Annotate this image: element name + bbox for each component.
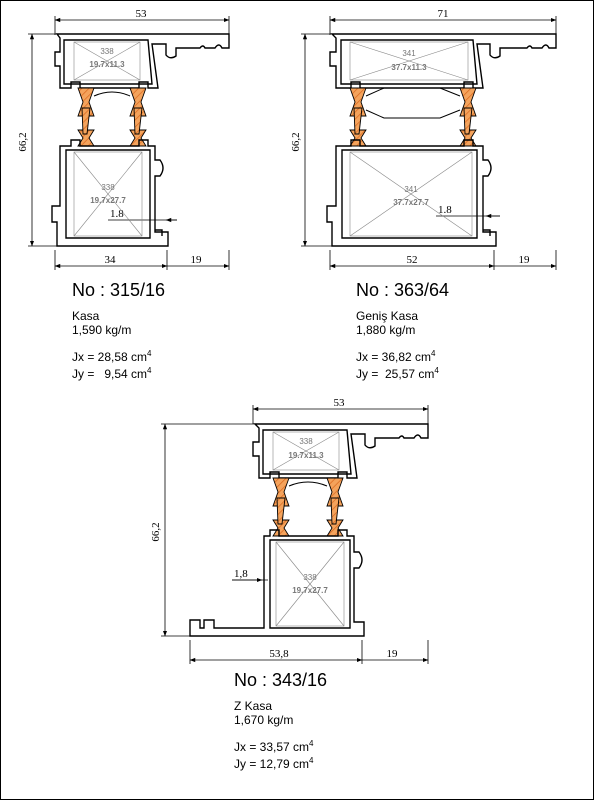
dim-bottom: 53,8: [269, 648, 289, 660]
top-cell-code: 338: [100, 47, 114, 56]
jy-exponent: 4: [309, 756, 314, 765]
top-cell-size: 37.7x11.3: [391, 63, 427, 72]
bottom-cell-code: 341: [404, 185, 418, 194]
dimension-lines: [301, 16, 556, 270]
moment-jy: [72, 364, 165, 381]
dim-wall: 1,8: [234, 568, 248, 580]
dim-side: 19: [190, 254, 202, 266]
bottom-chamber: [52, 140, 168, 246]
dim-width: 53: [135, 8, 147, 20]
profile-315-16: [17, 8, 229, 270]
dim-width: 71: [437, 8, 449, 20]
top-cell-size: 19.7x11.3: [288, 451, 324, 460]
dim-width: 53: [333, 397, 345, 409]
top-cell-code: 341: [402, 49, 416, 58]
profile-343-info: [234, 670, 327, 771]
jy-exponent: 4: [147, 366, 152, 375]
profile-name: Kasa: [72, 309, 100, 323]
dim-side: 19: [386, 648, 398, 660]
dim-height: 66,2: [17, 132, 29, 152]
profile-number: No : 363/64: [356, 280, 450, 300]
dim-wall: 1.8: [110, 208, 124, 220]
jx-text: Jx = 36,82 cm: [356, 350, 432, 364]
profile-weight: 1,880 kg/m: [356, 323, 416, 337]
bottom-chamber: [190, 530, 364, 636]
moment-jx: [356, 347, 449, 364]
profile-weight: 1,590 kg/m: [72, 323, 132, 337]
top-cell-code: 338: [299, 437, 313, 446]
profile-315-info: [72, 280, 165, 381]
bottom-cell-size: 37.7x27.7: [393, 198, 429, 207]
moment-jy: [356, 364, 449, 381]
bottom-cell: [350, 152, 472, 236]
dimension-lines: [161, 405, 428, 664]
bottom-cell-size: 19.7x27.7: [90, 196, 126, 205]
jy-text: Jy = 12,79 cm: [234, 757, 310, 771]
dim-height: 66,2: [150, 522, 162, 542]
profile-name: Z Kasa: [234, 699, 273, 713]
bottom-cell-size: 19.7x27.7: [292, 586, 328, 595]
moment-jx: [72, 347, 165, 364]
profile-weight: 1,670 kg/m: [234, 713, 294, 727]
profile-name: Geniş Kasa: [356, 309, 419, 323]
profile-343-16: [150, 397, 428, 664]
bridge-line: [289, 482, 327, 486]
top-cell: [350, 42, 468, 80]
profile-363-info: [356, 280, 449, 381]
dim-bottom: 34: [104, 254, 116, 266]
jx-exponent: 4: [431, 349, 436, 358]
thermal-break: [350, 88, 476, 146]
jy-exponent: 4: [434, 366, 439, 375]
profile-number: No : 315/16: [72, 280, 166, 300]
jx-text: Jx = 33,57 cm: [234, 740, 310, 754]
bottom-cell: [276, 542, 344, 626]
bridge-line-top: [366, 88, 460, 96]
bridge-line: [94, 92, 130, 96]
jx-exponent: 4: [147, 349, 152, 358]
dim-bottom: 52: [406, 254, 418, 266]
jx-exponent: 4: [309, 739, 314, 748]
bottom-cell-code: 338: [303, 573, 317, 582]
bottom-cell: [74, 152, 142, 236]
dim-side: 19: [518, 254, 530, 266]
top-cell-size: 19.7x11.3: [89, 60, 125, 69]
bottom-cell-code: 338: [101, 183, 115, 192]
thermal-break: [273, 478, 343, 536]
moment-jy: [234, 754, 327, 771]
dim-height: 66,2: [290, 132, 302, 152]
jy-text: Jy = 25,57 cm: [356, 367, 435, 381]
profile-number: No : 343/16: [234, 670, 328, 690]
profile-363-64: [290, 8, 556, 270]
dim-wall: 1.8: [438, 204, 452, 216]
jx-text: Jx = 28,58 cm: [72, 350, 148, 364]
bridge-line-bottom: [366, 110, 460, 118]
dimension-lines: [28, 16, 229, 270]
moment-jx: [234, 737, 327, 754]
jy-text: Jy = 9,54 cm: [72, 367, 148, 381]
thermal-break: [78, 88, 146, 146]
